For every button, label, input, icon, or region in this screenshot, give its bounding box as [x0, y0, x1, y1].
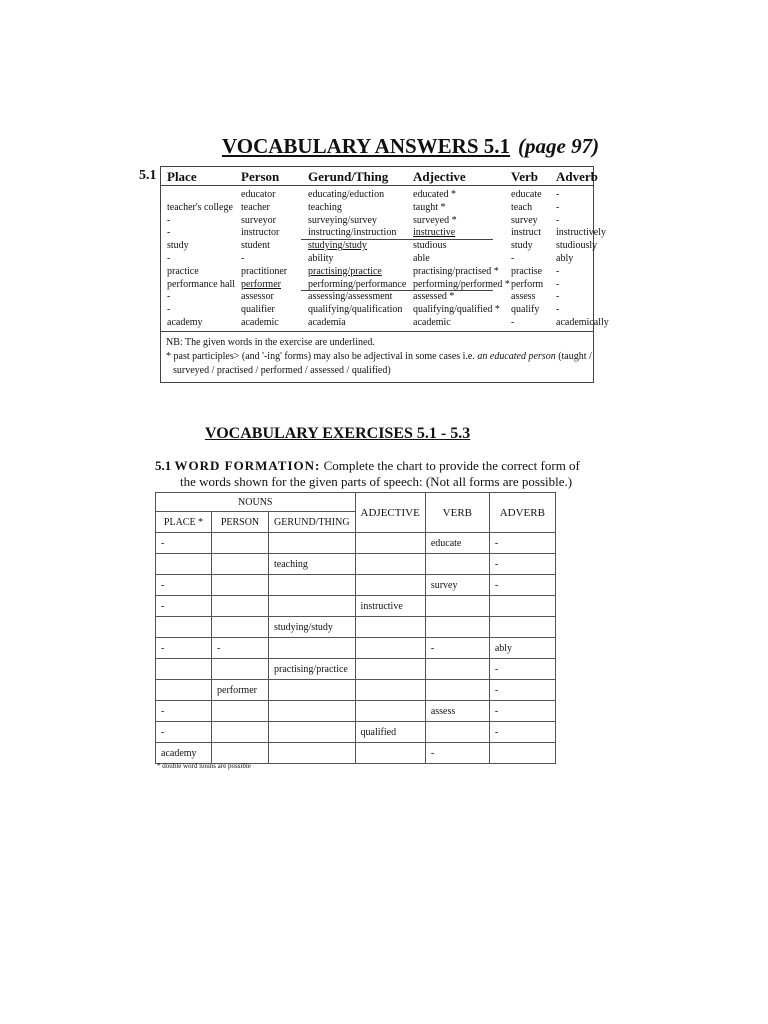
- exercise-lead: WORD FORMATION:: [174, 458, 321, 473]
- answer-cell-adjective: taught *: [413, 201, 446, 213]
- answer-cell-adverb: -: [556, 214, 560, 226]
- answer-cell-verb: instruct: [511, 227, 541, 239]
- answer-cell-adverb: instructively: [556, 227, 606, 239]
- answer-cell-adverb: academically: [556, 317, 609, 328]
- exercise-chart-body: [156, 533, 556, 764]
- exercise-cell-adjective[interactable]: qualified: [355, 722, 425, 743]
- answer-cell-verb: qualify: [511, 304, 540, 316]
- participle-note: [166, 350, 592, 363]
- exercise-cell-adverb[interactable]: ably: [489, 638, 555, 659]
- exercise-cell-gerund[interactable]: [269, 701, 356, 722]
- answer-cell-place: practice: [167, 265, 199, 277]
- exercise-cell-place[interactable]: -: [156, 596, 212, 617]
- answer-row: [161, 291, 593, 303]
- exercise-cell-person[interactable]: [212, 701, 269, 722]
- answer-cell-adjective: practising/practised *: [413, 265, 499, 277]
- exercise-cell-person[interactable]: [212, 554, 269, 575]
- answer-cell-gerund: practising/practice: [308, 265, 382, 277]
- answer-cell-adjective: performing/performed *: [413, 278, 510, 290]
- exercise-row: [156, 743, 556, 764]
- nouns-header: NOUNS: [156, 493, 356, 512]
- col-header-adjective: Adjective: [413, 169, 466, 184]
- exercise-cell-adjective[interactable]: [355, 575, 425, 596]
- answer-cell-adverb: -: [556, 291, 560, 303]
- answer-cell-place: -: [167, 304, 171, 316]
- answer-cell-adverb: -: [556, 304, 560, 316]
- answer-cell-adjective: surveyed *: [413, 214, 457, 226]
- answer-cell-verb: -: [511, 317, 515, 328]
- answer-cell-adverb: -: [556, 201, 560, 213]
- answer-group-rule: [301, 239, 493, 240]
- exercise-cell-verb[interactable]: survey: [425, 575, 489, 596]
- answer-cell-gerund: educating/eduction: [308, 189, 385, 200]
- exercise-cell-adjective[interactable]: [355, 743, 425, 764]
- exercise-cell-place[interactable]: [156, 617, 212, 638]
- answer-cell-gerund: studying/study: [308, 240, 367, 252]
- exercise-cell-gerund[interactable]: [269, 533, 356, 554]
- answer-cell-person: performer: [241, 278, 281, 290]
- exercise-cell-person[interactable]: [212, 617, 269, 638]
- exercise-cell-adverb[interactable]: [489, 743, 555, 764]
- exercise-cell-adjective[interactable]: [355, 701, 425, 722]
- answers-section-number: 5.1: [139, 168, 157, 183]
- exercise-cell-gerund[interactable]: studying/study: [269, 617, 356, 638]
- answer-cell-adjective: educated *: [413, 189, 457, 200]
- answer-cell-person: student: [241, 240, 270, 252]
- answers-table: [160, 166, 609, 383]
- place-header: PLACE *: [156, 512, 212, 533]
- participle-note-tail: (taught /: [558, 351, 592, 362]
- answer-cell-verb: study: [511, 240, 533, 252]
- exercise-cell-verb[interactable]: [425, 554, 489, 575]
- exercise-cell-adverb[interactable]: -: [489, 533, 555, 554]
- exercise-cell-place[interactable]: -: [156, 575, 212, 596]
- answer-cell-adjective: instructive: [413, 227, 456, 239]
- exercise-row: [156, 596, 556, 617]
- answer-cell-adjective: academic: [413, 317, 451, 328]
- answer-row: [161, 189, 593, 201]
- exercise-cell-gerund[interactable]: [269, 722, 356, 743]
- instruction-line-2: the words shown for the given parts of speech: (Not all forms are possible.): [180, 474, 573, 489]
- answer-cell-adverb: -: [556, 278, 560, 290]
- exercise-cell-person[interactable]: [212, 575, 269, 596]
- exercise-cell-person[interactable]: [212, 533, 269, 554]
- exercise-cell-person[interactable]: [212, 659, 269, 680]
- answer-row: [161, 227, 606, 239]
- answer-cell-gerund: surveying/survey: [308, 214, 377, 226]
- exercise-cell-place[interactable]: academy: [156, 743, 212, 764]
- answer-row: [161, 202, 593, 214]
- exercise-cell-gerund[interactable]: [269, 743, 356, 764]
- exercise-cell-adverb[interactable]: -: [489, 701, 555, 722]
- answer-cell-person: teacher: [241, 201, 270, 213]
- exercise-cell-gerund[interactable]: [269, 680, 356, 701]
- exercise-number: 5.1: [155, 458, 172, 473]
- notes-divider: [161, 331, 593, 332]
- col-header-person: Person: [241, 169, 280, 184]
- answer-cell-adjective: able: [413, 253, 430, 264]
- exercise-cell-adjective[interactable]: instructive: [355, 596, 425, 617]
- nb-note: NB: The given words in the exercise are underlined.: [166, 337, 375, 348]
- exercise-cell-place[interactable]: [156, 659, 212, 680]
- col-header-verb: Verb: [511, 169, 538, 184]
- exercise-cell-place[interactable]: [156, 680, 212, 701]
- exercise-row: [156, 554, 556, 575]
- answer-cell-verb: assess: [511, 291, 536, 303]
- answers-title-text: VOCABULARY ANSWERS 5.1: [222, 134, 511, 158]
- answer-cell-person: qualifier: [241, 304, 275, 316]
- answer-cell-adjective: assessed *: [413, 291, 455, 303]
- answer-cell-person: surveyor: [241, 214, 276, 226]
- answer-cell-verb: -: [511, 253, 515, 264]
- answer-cell-gerund: ability: [308, 253, 334, 264]
- participle-note-example: an educated person: [477, 351, 556, 362]
- answer-cell-adjective: studious: [413, 240, 447, 252]
- instruction-text-1: Complete the chart to provide the correct form of: [323, 458, 580, 473]
- answer-cell-verb: survey: [511, 214, 538, 226]
- exercise-cell-adverb[interactable]: -: [489, 659, 555, 680]
- exercise-cell-verb[interactable]: [425, 659, 489, 680]
- exercise-cell-person[interactable]: [212, 743, 269, 764]
- exercise-cell-place[interactable]: [156, 554, 212, 575]
- exercise-cell-place[interactable]: -: [156, 722, 212, 743]
- answer-row: [161, 240, 598, 252]
- exercise-cell-person[interactable]: [212, 722, 269, 743]
- answer-cell-place: academy: [167, 317, 203, 328]
- exercise-row: [156, 680, 556, 701]
- answer-cell-person: instructor: [241, 227, 280, 239]
- answer-cell-gerund: qualifying/qualification: [308, 304, 403, 316]
- exercise-row: [156, 659, 556, 680]
- answer-row: [161, 304, 593, 316]
- answer-cell-person: practitioner: [241, 265, 288, 277]
- answer-cell-verb: educate: [511, 189, 542, 200]
- instruction-line-1: [155, 458, 580, 474]
- exercise-cell-verb[interactable]: [425, 722, 489, 743]
- answer-cell-person: assessor: [241, 291, 274, 303]
- col-header-place: Place: [167, 169, 197, 184]
- participle-note-text: * past participles> (and '-ing' forms) may also be adjectival in some cases i.e.: [166, 351, 475, 362]
- answer-cell-place: study: [167, 240, 189, 252]
- exercise-cell-place[interactable]: -: [156, 638, 212, 659]
- exercise-cell-adverb[interactable]: -: [489, 680, 555, 701]
- exercise-cell-adverb[interactable]: [489, 596, 555, 617]
- answer-cell-place: performance hall: [167, 278, 236, 290]
- exercise-cell-verb[interactable]: -: [425, 743, 489, 764]
- answer-cell-verb: teach: [511, 201, 533, 213]
- exercise-cell-person[interactable]: performer: [212, 680, 269, 701]
- answer-cell-adverb: ably: [556, 253, 574, 264]
- answer-cell-person: academic: [241, 317, 279, 328]
- answer-cell-person: -: [241, 253, 245, 264]
- exercise-cell-adverb[interactable]: [489, 617, 555, 638]
- answer-cell-adjective: qualifying/qualified *: [413, 304, 500, 316]
- exercise-cell-gerund[interactable]: practising/practice: [269, 659, 356, 680]
- exercise-row: [156, 617, 556, 638]
- answer-cell-place: teacher's college: [167, 201, 233, 213]
- exercise-row: [156, 575, 556, 596]
- exercise-cell-verb[interactable]: assess: [425, 701, 489, 722]
- answer-row: [161, 266, 593, 278]
- answer-cell-adverb: -: [556, 265, 560, 277]
- exercise-chart: [155, 492, 556, 764]
- answer-cell-gerund: performing/performance: [308, 278, 407, 290]
- exercise-cell-place[interactable]: -: [156, 701, 212, 722]
- answer-cell-gerund: instructing/instruction: [308, 227, 397, 239]
- exercise-instructions: [155, 458, 580, 490]
- col-header-gerund: Gerund/Thing: [308, 169, 389, 184]
- exercise-row: [156, 722, 556, 743]
- page-reference: (page 97): [518, 134, 600, 158]
- answer-row: [161, 253, 593, 265]
- col-header-adverb: Adverb: [556, 169, 598, 184]
- answer-cell-place: -: [167, 227, 171, 239]
- exercise-cell-person[interactable]: -: [212, 638, 269, 659]
- exercise-cell-gerund[interactable]: [269, 638, 356, 659]
- exercise-cell-verb[interactable]: educate: [425, 533, 489, 554]
- participle-note-line2: surveyed / practised / performed / assessed / qualified): [173, 365, 391, 376]
- exercise-cell-adjective[interactable]: [355, 659, 425, 680]
- answer-cell-verb: perform: [511, 278, 544, 290]
- adverb-header: ADVERB: [489, 493, 555, 533]
- exercise-cell-verb[interactable]: [425, 596, 489, 617]
- answer-cell-gerund: teaching: [308, 201, 342, 213]
- verb-header: VERB: [425, 493, 489, 533]
- header-divider: [161, 185, 593, 186]
- exercise-cell-adjective[interactable]: [355, 533, 425, 554]
- answer-row: [161, 215, 593, 227]
- answer-cell-place: -: [167, 253, 171, 264]
- exercise-cell-adjective[interactable]: [355, 617, 425, 638]
- answer-cell-gerund: academia: [308, 317, 346, 328]
- exercise-cell-verb[interactable]: [425, 617, 489, 638]
- answer-cell-person: educator: [241, 189, 276, 200]
- exercises-title: VOCABULARY EXERCISES 5.1 - 5.3: [205, 425, 471, 442]
- answer-row: [161, 279, 593, 291]
- answer-cell-gerund: assessing/assessment: [308, 291, 393, 303]
- exercise-cell-verb[interactable]: -: [425, 638, 489, 659]
- answer-cell-adverb: -: [556, 189, 560, 200]
- answer-cell-place: -: [167, 214, 171, 226]
- exercise-cell-gerund[interactable]: [269, 596, 356, 617]
- exercise-cell-verb[interactable]: [425, 680, 489, 701]
- person-header: PERSON: [212, 512, 269, 533]
- exercise-cell-adjective[interactable]: [355, 638, 425, 659]
- exercise-cell-adverb[interactable]: -: [489, 575, 555, 596]
- exercise-cell-adverb[interactable]: -: [489, 554, 555, 575]
- exercise-cell-person[interactable]: [212, 596, 269, 617]
- answer-row: [161, 317, 609, 329]
- exercise-cell-gerund[interactable]: [269, 575, 356, 596]
- answer-cell-place: -: [167, 291, 171, 303]
- exercise-cell-gerund[interactable]: teaching: [269, 554, 356, 575]
- adjective-header: ADJECTIVE: [355, 493, 425, 533]
- exercise-cell-place[interactable]: -: [156, 533, 212, 554]
- answer-cell-adverb: studiously: [556, 240, 598, 252]
- exercise-cell-adjective[interactable]: [355, 554, 425, 575]
- exercise-cell-adjective[interactable]: [355, 680, 425, 701]
- gerund-header: GERUND/THING: [269, 512, 356, 533]
- answer-group-rule: [301, 290, 493, 291]
- exercise-cell-adverb[interactable]: -: [489, 722, 555, 743]
- exercise-row: [156, 533, 556, 554]
- answer-cell-verb: practise: [511, 265, 543, 277]
- exercise-footnote: * double word nouns are possible: [157, 762, 251, 770]
- answers-title: [222, 134, 599, 159]
- exercise-row: [156, 638, 556, 659]
- exercise-row: [156, 701, 556, 722]
